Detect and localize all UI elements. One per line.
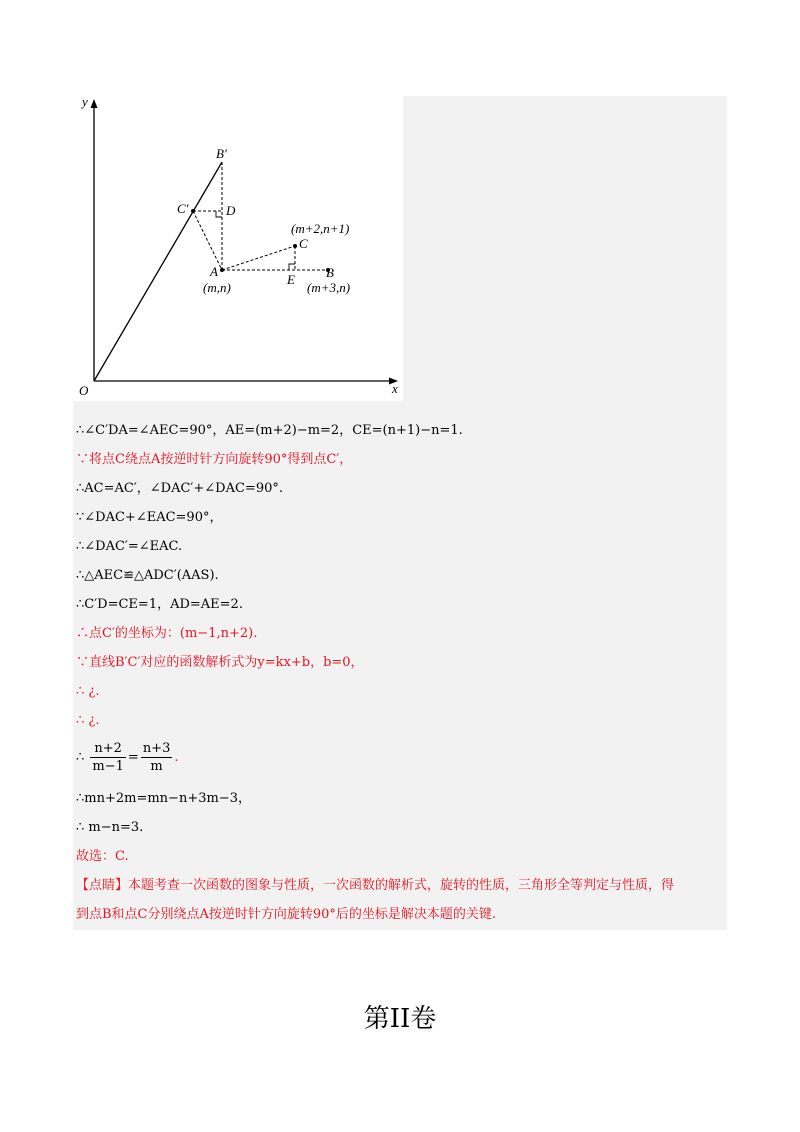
fraction-right	[141, 740, 173, 775]
solution-line-10: ∴ ¿.	[76, 684, 100, 699]
fraction-left-numerator: n+2	[90, 740, 126, 758]
solution-line-11: ∴ ¿.	[76, 713, 100, 728]
label-a-coord: (m,n)	[203, 280, 231, 295]
point-c	[293, 244, 297, 248]
label-c: C	[299, 236, 308, 251]
solution-line-1: ∴∠C′DA=∠AEC=90°，AE=(m+2)−m=2，CE=(n+1)−n=1.	[76, 423, 463, 438]
solution-line-17: 到点B和点C分别绕点A按逆时针方向旋转90°后的坐标是解决本题的关键.	[76, 907, 497, 922]
right-angle-e	[289, 264, 295, 270]
label-c-coord: (m+2,n+1)	[291, 221, 350, 236]
fraction-left	[90, 740, 126, 775]
y-axis-arrow	[91, 99, 98, 108]
solution-line-12: ∴ $\frac{n+2}{m-1}$ = $\frac{n+3}{m}$ .	[76, 741, 179, 774]
solution-line-4: ∵∠DAC+∠EAC=90°，	[76, 510, 223, 525]
label-origin: O	[79, 383, 89, 398]
label-a: A	[210, 264, 218, 279]
solution-line-9: ∵直线B′C′对应的函数解析式为y=kx+b，b=0，	[76, 655, 364, 670]
solution-line-6: ∴△AEC≌△ADC′(AAS).	[76, 568, 219, 583]
fraction-right-denominator: m	[150, 759, 163, 774]
label-d: D	[226, 203, 236, 218]
coordinate-figure	[73, 96, 403, 401]
solution-line-15: 故选：C.	[76, 849, 129, 864]
dash-cp-a	[193, 211, 222, 270]
label-b-prime: B′	[216, 146, 227, 161]
solution-line-3: ∴AC=AC′，∠DAC′+∠DAC=90°.	[76, 481, 283, 496]
label-b-coord: (m+3,n)	[307, 280, 351, 295]
label-x-axis: x	[392, 381, 398, 396]
label-b: B	[326, 265, 334, 280]
point-cp	[191, 209, 195, 213]
label-e: E	[287, 272, 295, 287]
solution-line-16: 【点睛】本题考查一次函数的图象与性质，一次函数的解析式，旋转的性质，三角形全等判定与性质，得	[76, 878, 675, 893]
label-y-axis: y	[82, 96, 88, 109]
fraction-left-denominator: m−1	[92, 759, 124, 774]
point-a	[220, 268, 224, 272]
solution-line-14: ∴ m−n=3.	[76, 820, 144, 835]
right-angle-d	[216, 211, 222, 217]
dash-a-c	[222, 246, 295, 270]
solution-line-2: ∵将点C绕点A按逆时针方向旋转90°得到点C′，	[76, 452, 353, 467]
solution-line-8: ∴点C′的坐标为：(m−1,n+2).	[76, 626, 258, 641]
solution-line-13: ∴mn+2m=mn−n+3m−3，	[76, 791, 251, 806]
solution-line-7: ∴C′D=CE=1，AD=AE=2.	[76, 597, 243, 612]
solution-line-5: ∴∠DAC′=∠EAC.	[76, 539, 183, 554]
line-ob	[94, 162, 222, 381]
label-c-prime: C′	[177, 201, 189, 216]
fraction-right-numerator: n+3	[142, 741, 171, 756]
section-title: 第II卷	[363, 1004, 437, 1034]
